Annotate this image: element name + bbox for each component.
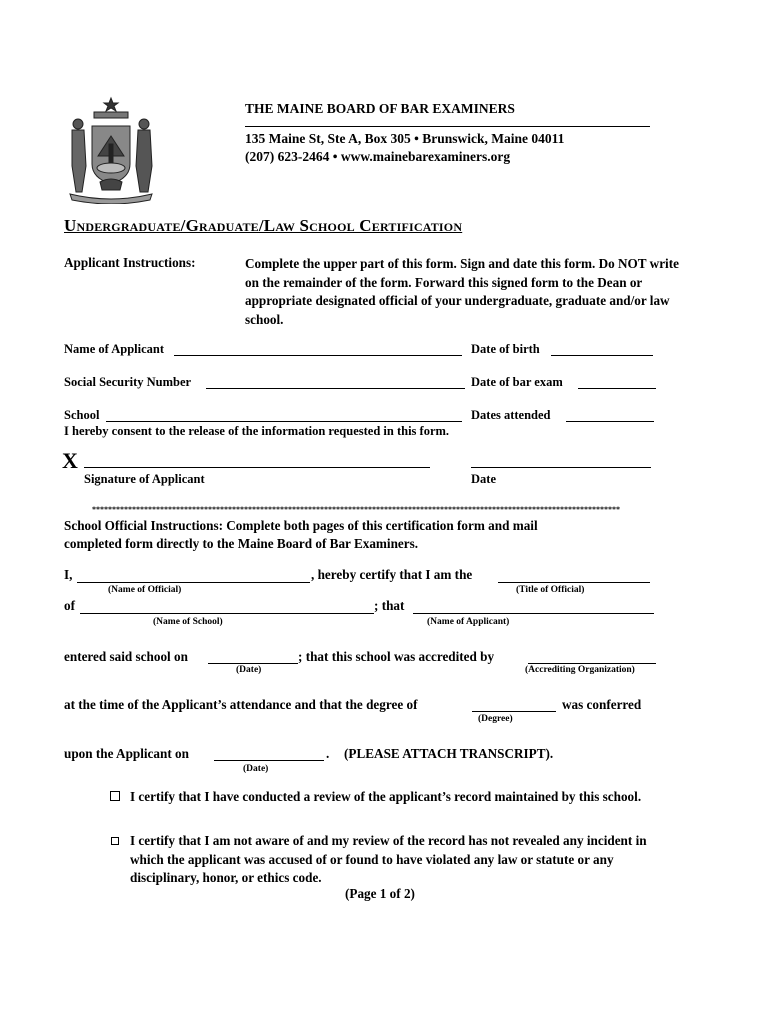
bar-exam-date-label: Date of bar exam [471, 375, 563, 389]
title-of-official-field[interactable] [498, 582, 650, 583]
signature-label: Signature of Applicant [84, 472, 205, 486]
accredited-text: ; that this school was accredited by [298, 649, 495, 664]
signature-field[interactable] [84, 467, 430, 468]
semicolon-that-text: ; that [374, 598, 405, 613]
no-violations-text: I certify that I am not aware of and my review of the record has not revealed any incident in which the applicant was accused of or found to have violated any law or statute or any disciplinary, honor, or ethics code. [130, 833, 647, 885]
name-of-official-field[interactable] [77, 582, 310, 583]
name-of-school-caption: (Name of School) [153, 617, 223, 627]
dates-attended-field[interactable] [566, 421, 654, 422]
name-of-applicant-field[interactable] [174, 355, 462, 356]
degree-field[interactable] [472, 711, 556, 712]
name-of-official-caption: (Name of Official) [108, 585, 182, 595]
accrediting-organization-field[interactable] [528, 663, 656, 664]
section-separator: ************************************************************************************************************************************ [92, 505, 620, 514]
bar-exam-date-field[interactable] [578, 388, 656, 389]
dob-field[interactable] [551, 355, 653, 356]
official-instructions-line2: completed form directly to the Maine Board of Bar Examiners. [64, 536, 419, 551]
upon-text: upon the Applicant on [64, 746, 189, 761]
degree-caption: (Degree) [478, 714, 513, 724]
org-name: THE MAINE BOARD OF BAR EXAMINERS [245, 101, 515, 116]
applicant-instructions-label: Applicant Instructions: [64, 255, 196, 270]
applicant-name-field[interactable] [413, 613, 654, 614]
conferred-text: was conferred [562, 697, 642, 712]
signature-date-field[interactable] [471, 467, 651, 468]
entered-date-field[interactable] [208, 663, 298, 664]
school-label: School [64, 408, 100, 422]
i-label: I, [64, 567, 73, 582]
official-instructions-line1: School Official Instructions: Complete both pages of this certification form and mail [64, 518, 538, 533]
consent-text: I hereby consent to the release of the information requested in this form. [64, 424, 450, 438]
accrediting-organization-caption: (Accrediting Organization) [525, 665, 635, 675]
no-violations-checkbox[interactable] [111, 837, 119, 845]
of-label: of [64, 598, 75, 613]
contact-line: (207) 623-2464 • www.mainebarexaminers.org [245, 149, 511, 164]
review-conducted-text: I certify that I have conducted a review of the applicant’s record maintained by this school. [130, 789, 642, 804]
signature-date-label: Date [471, 472, 496, 486]
dob-label: Date of birth [471, 342, 540, 356]
title-of-official-caption: (Title of Official) [516, 585, 585, 595]
maine-state-seal [64, 96, 158, 204]
entered-text: entered said school on [64, 649, 188, 664]
period-mark: . [326, 746, 330, 761]
page-number: (Page 1 of 2) [345, 886, 415, 901]
attendance-text: at the time of the Applicant’s attendance and that the degree of [64, 697, 418, 712]
entered-date-caption: (Date) [236, 665, 262, 675]
conferred-date-field[interactable] [214, 760, 324, 761]
dates-attended-label: Dates attended [471, 408, 551, 422]
ssn-label: Social Security Number [64, 375, 192, 389]
review-conducted-checkbox[interactable] [110, 791, 120, 801]
ssn-field[interactable] [206, 388, 465, 389]
form-title: Undergraduate/Graduate/Law School Certification [64, 216, 463, 235]
header-rule [245, 126, 650, 127]
name-of-school-field[interactable] [80, 613, 374, 614]
name-of-applicant-label: Name of Applicant [64, 342, 164, 356]
address-line: 135 Maine St, Ste A, Box 305 • Brunswick, Maine 04011 [245, 131, 565, 146]
sign-here-mark: X [62, 448, 78, 473]
certify-text: , hereby certify that I am the [311, 567, 473, 582]
school-field[interactable] [106, 421, 462, 422]
applicant-instructions-text: Complete the upper part of this form. Sign and date this form. Do NOT write on the remainder of the form. Forward this signed form to the Dean or appropriate designated official of your undergraduate, graduate and/or law school. [245, 256, 679, 327]
conferred-date-caption: (Date) [243, 764, 269, 774]
attach-transcript-text: (PLEASE ATTACH TRANSCRIPT). [344, 746, 554, 761]
name-of-applicant-caption: (Name of Applicant) [427, 617, 510, 627]
